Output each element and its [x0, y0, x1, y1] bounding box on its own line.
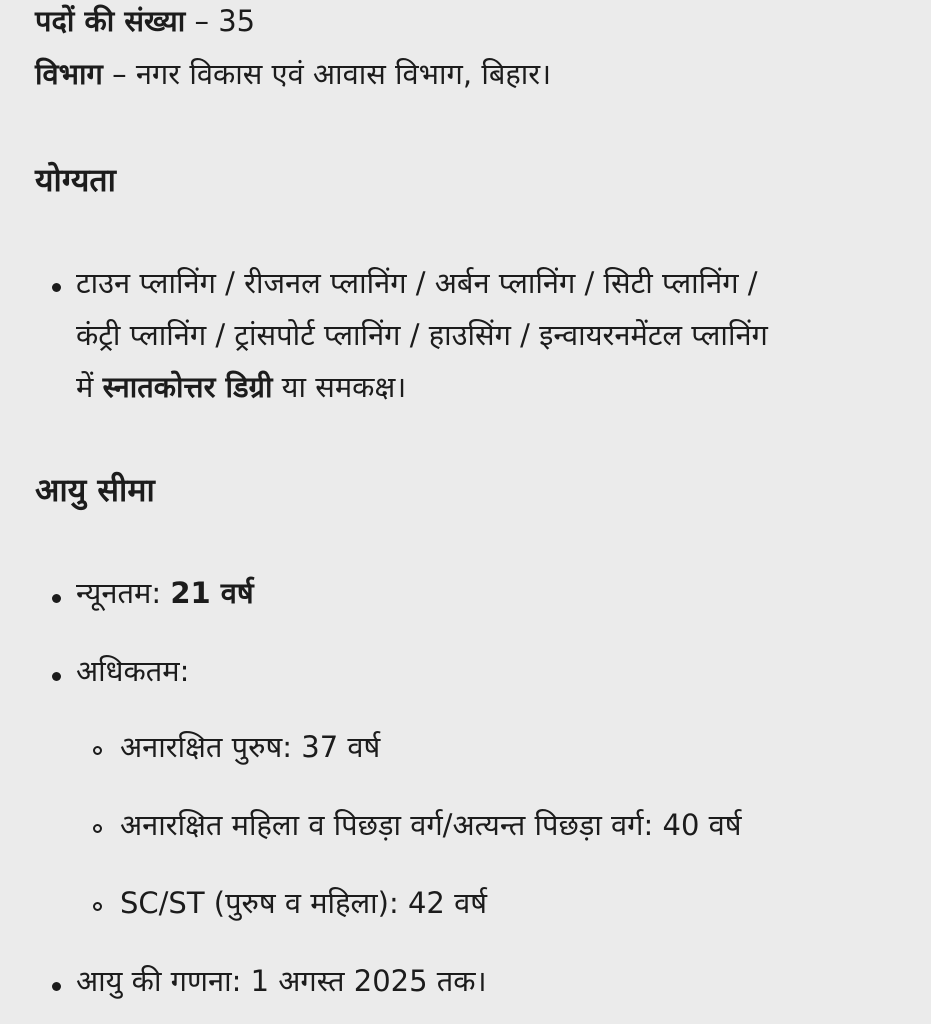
sub-bullet-icon [93, 746, 102, 755]
age-max-label: अधिकतम: [76, 654, 190, 688]
qualification-line-3-pre: में [76, 370, 103, 404]
qualification-line-3 [76, 367, 406, 407]
qualification-line-1: टाउन प्लानिंग / रीजनल प्लानिंग / अर्बन प्लानिंग / सिटी प्लानिंग / [76, 266, 758, 300]
department-label: विभाग [35, 57, 103, 91]
qualification-line-2: कंट्री प्लानिंग / ट्रांसपोर्ट प्लानिंग / हाउसिंग / इन्वायरनमेंटल प्लानिंग [76, 318, 768, 352]
department-value: नगर विकास एवं आवास विभाग, बिहार। [135, 57, 552, 91]
age-heading: आयु सीमा [35, 471, 155, 509]
sub-bullet-icon [93, 824, 102, 833]
age-sub-item-1: अनारक्षित पुरुष: 37 वर्ष [120, 730, 381, 764]
bullet-icon [52, 283, 61, 292]
age-min-value: 21 वर्ष [170, 576, 254, 610]
sub-bullet-icon [93, 902, 102, 911]
age-calc-item: आयु की गणना: 1 अगस्त 2025 तक। [76, 964, 487, 998]
bullet-icon [52, 672, 61, 681]
age-min-label: न्यूनतम: [76, 576, 171, 610]
qualification-heading: योग्यता [35, 161, 116, 199]
posts-value: 35 [218, 4, 256, 38]
department-line [35, 55, 551, 93]
posts-label: पदों की संख्या [35, 4, 186, 38]
posts-separator: – [185, 4, 219, 38]
qualification-line-3-post: या समकक्ष। [272, 370, 407, 404]
age-sub-item-2: अनारक्षित महिला व पिछड़ा वर्ग/अत्यन्त पिछड़ा वर्ग: 40 वर्ष [120, 808, 742, 842]
posts-line [35, 2, 255, 40]
department-separator: – [102, 57, 136, 91]
qualification-degree: स्नातकोत्तर डिग्री [102, 370, 273, 404]
bullet-icon [52, 594, 61, 603]
age-sub-item-3: SC/ST (पुरुष व महिला): 42 वर्ष [120, 886, 487, 920]
bullet-icon [52, 982, 61, 991]
age-min-item [76, 573, 254, 613]
